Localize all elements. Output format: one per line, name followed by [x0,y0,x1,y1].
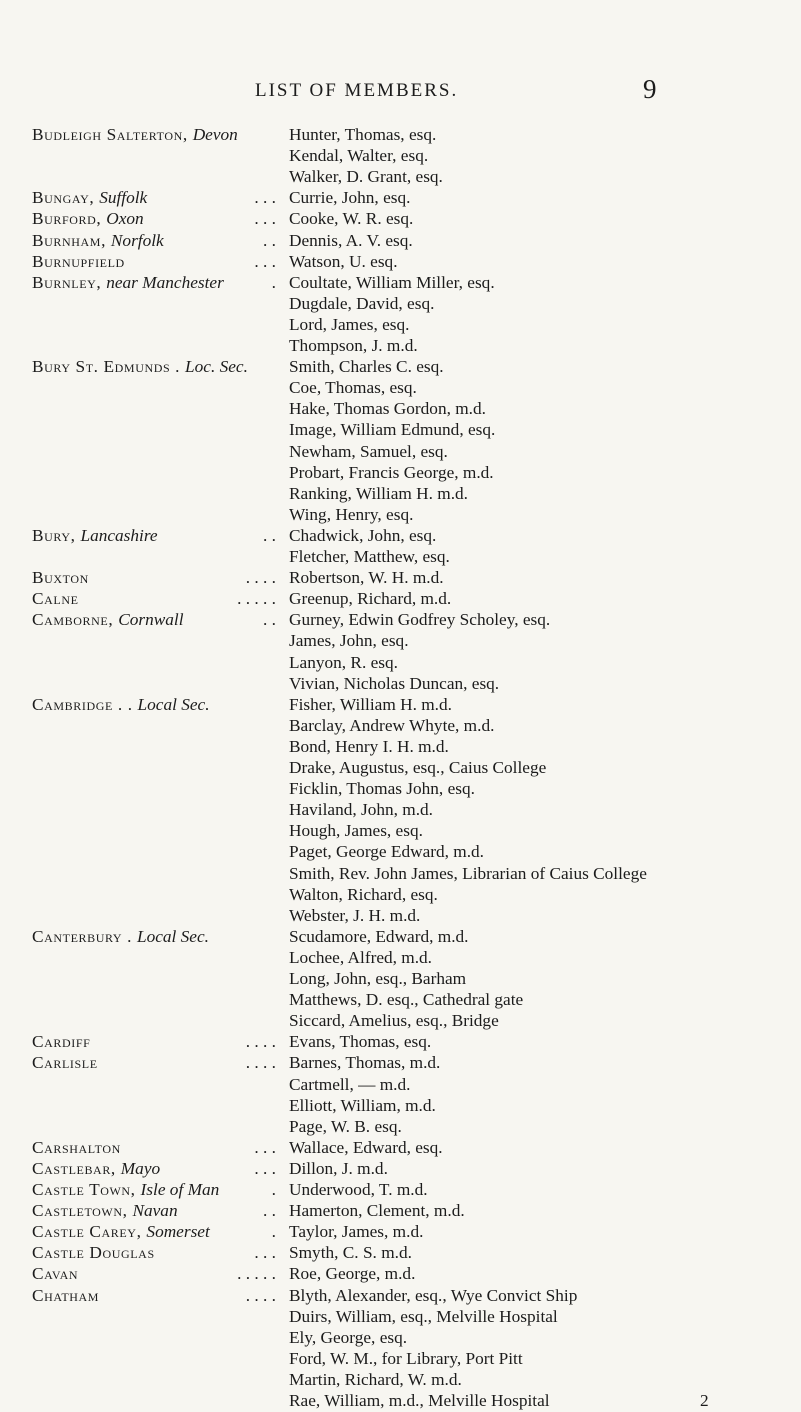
list-row [0,947,801,969]
dot-leader: . . . . [245,1032,276,1052]
place-county: near Manchester [106,272,224,292]
place-town: Buxton [32,568,89,588]
member-entry: Coe, Thomas, esq. [289,378,417,398]
member-entry: Currie, John, esq. [289,188,411,208]
list-row [0,166,801,188]
member-entry: Hamerton, Clement, m.d. [289,1201,465,1221]
list-row [0,1285,801,1307]
list-row [0,1137,801,1159]
dot-leader: . [271,272,276,292]
dot-leader: . . [263,1201,276,1221]
dot-leader: . . . . . [237,1264,276,1284]
list-row [0,694,801,716]
member-entry: Robertson, W. H. m.d. [289,568,444,588]
member-entry: Siccard, Amelius, esq., Bridge [289,1011,499,1031]
list-row [0,609,801,631]
list-row [0,736,801,758]
member-entry: Ficklin, Thomas John, esq. [289,779,475,799]
member-entry: Kendal, Walter, esq. [289,146,429,166]
member-entry: Matthews, D. esq., Cathedral gate [289,990,524,1010]
place-town: Carshalton [32,1137,121,1157]
member-entry: Vivian, Nicholas Duncan, esq. [289,673,500,693]
place-town: Burnley, [32,272,107,292]
place-county: Navan [132,1201,178,1221]
member-entry: Thompson, J. m.d. [289,336,418,355]
member-entry: Wing, Henry, esq. [289,504,414,524]
dot-leader: . [271,1222,276,1242]
place-name [32,272,276,294]
place-name [32,208,276,230]
place-name [32,1179,276,1201]
member-entry: Coultate, William Miller, esq. [289,272,495,292]
member-entry: Blyth, Alexander, esq., Wye Convict Ship [289,1285,578,1305]
list-row [0,1221,801,1243]
member-entry: Smyth, C. S. m.d. [289,1243,412,1263]
member-entry: Smith, Charles C. esq. [289,357,444,377]
place-town: Cambridge . . [32,694,138,714]
list-row [0,926,801,948]
list-row [0,124,801,146]
list-row [0,1327,801,1349]
place-town: Castle Carey, [32,1222,147,1242]
member-entry: Smith, Rev. John James, Librarian of Caius College [289,863,647,883]
list-row [0,398,801,420]
place-county: Lancashire [80,525,158,545]
place-county: Isle of Man [140,1180,220,1199]
place-county: Cornwall [118,610,184,630]
list-row [0,799,801,821]
list-row [0,778,801,800]
list-row [0,419,801,441]
place-county: Norfolk [110,230,164,250]
place-name [32,1242,276,1264]
place-name [32,356,276,378]
list-row [0,187,801,209]
list-row [0,1390,801,1412]
place-town: Castletown, [32,1201,133,1221]
place-name [32,525,276,547]
place-name [32,1031,276,1053]
page-number: 9 [643,74,657,104]
member-entry: Ely, George, esq. [289,1327,408,1347]
place-town: Burford, [32,209,107,229]
list-row [0,905,801,927]
member-entry: Paget, George Edward, m.d. [289,842,485,862]
place-town: Castle Town, [32,1180,141,1199]
list-row [0,272,801,294]
member-entry: Barnes, Thomas, m.d. [289,1053,441,1073]
list-row [0,208,801,230]
list-row [0,1179,801,1201]
member-entry: Walker, D. Grant, esq. [289,167,443,187]
member-entry: Hough, James, esq. [289,821,423,841]
place-name [32,230,276,252]
list-row [0,567,801,589]
place-county: Suffolk [99,188,148,208]
list-row [0,483,801,505]
member-entry: Image, William Edmund, esq. [289,420,496,440]
list-row [0,546,801,568]
place-county: Local Sec. [136,926,209,946]
list-row [0,630,801,652]
place-name [32,694,276,716]
place-name [32,609,276,631]
running-header [0,74,801,110]
place-town: Calne [32,589,79,609]
place-name [32,1052,276,1074]
running-head-title: LIST OF MEMBERS. [255,80,459,101]
member-entry: Cooke, W. R. esq. [289,209,414,229]
place-town: Bury St. Edmunds . [32,357,186,377]
member-entry: Page, W. B. esq. [289,1116,402,1136]
list-row [0,673,801,695]
list-row [0,504,801,526]
list-row [0,1348,801,1370]
list-row [0,757,801,779]
margin-note: 2 [700,1391,709,1410]
dot-leader: . . . [254,1137,276,1157]
member-entry: Rae, William, m.d., Melville Hospital [289,1391,550,1410]
place-town: Burnupfield [32,251,125,271]
member-entry: Elliott, William, m.d. [289,1095,436,1115]
member-entry: Lochee, Alfred, m.d. [289,947,433,967]
place-county: Somerset [146,1222,210,1242]
place-town: Camborne, [32,610,119,630]
place-town: Canterbury . [32,926,137,946]
list-row [0,863,801,885]
place-name [32,1263,276,1285]
list-row [0,884,801,906]
dot-leader: . . . . [245,1053,276,1073]
member-entry: Probart, Francis George, m.d. [289,462,494,482]
place-name [32,1285,276,1307]
list-row [0,1010,801,1032]
member-entry: Newham, Samuel, esq. [289,441,448,461]
place-name [32,567,276,589]
list-row [0,588,801,610]
member-entry: Barclay, Andrew Whyte, m.d. [289,715,495,735]
member-entry: Martin, Richard, W. m.d. [289,1369,462,1389]
place-name [32,1158,276,1180]
list-row [0,441,801,463]
list-row [0,1031,801,1053]
dot-leader: . . . [254,1158,276,1178]
list-row [0,314,801,336]
member-entry: Watson, U. esq. [289,251,398,271]
member-entry: Dugdale, David, esq. [289,293,435,313]
place-name [32,187,276,209]
place-name [32,1221,276,1243]
place-name [32,1137,276,1159]
list-row [0,230,801,252]
dot-leader: . [271,1180,276,1199]
dot-leader: . . [263,610,276,630]
member-entry: Dennis, A. V. esq. [289,230,413,250]
list-row [0,1242,801,1264]
member-entry: Scudamore, Edward, m.d. [289,926,469,946]
list-row [0,841,801,863]
list-row [0,525,801,547]
list-row [0,293,801,315]
member-entry: Fletcher, Matthew, esq. [289,547,450,566]
place-town: Castle Douglas [32,1243,155,1263]
list-row [0,1116,801,1138]
member-entry: Wallace, Edward, esq. [289,1137,443,1157]
member-entry: Dillon, J. m.d. [289,1158,388,1178]
place-name [32,124,276,146]
member-entry: Underwood, T. m.d. [289,1180,428,1199]
place-county: Oxon [106,209,144,229]
member-entry: Lanyon, R. esq. [289,652,398,672]
place-town: Burnham, [32,230,111,250]
dot-leader: . . . [254,251,276,271]
list-row [0,462,801,484]
place-name [32,1200,276,1222]
member-entry: Drake, Augustus, esq., Caius College [289,758,547,777]
place-name [32,251,276,273]
list-row [0,145,801,167]
dot-leader: . . . . . [237,589,276,609]
member-entry: Hunter, Thomas, esq. [289,125,437,144]
place-county: Local Sec. [137,694,210,714]
member-entry: Chadwick, John, esq. [289,525,437,545]
list-row [0,1263,801,1285]
list-row [0,1158,801,1180]
member-entry: Walton, Richard, esq. [289,884,438,904]
place-town: Cardiff [32,1032,91,1052]
place-town: Castlebar, [32,1158,121,1178]
member-entry: Fisher, William H. m.d. [289,694,452,714]
list-row [0,1052,801,1074]
member-entry: Haviland, John, m.d. [289,800,433,820]
member-entry: Roe, George, m.d. [289,1264,416,1284]
list-row [0,251,801,273]
place-county: Mayo [120,1158,161,1178]
list-row [0,1200,801,1222]
list-row [0,377,801,399]
dot-leader: . . . [254,1243,276,1263]
place-town: Carlisle [32,1053,98,1073]
member-entry: Webster, J. H. m.d. [289,905,421,925]
list-row [0,968,801,990]
place-town: Chatham [32,1285,100,1305]
place-name [32,588,276,610]
dot-leader: . . [263,230,276,250]
place-county: Loc. Sec. [185,357,248,377]
dot-leader: . . . [254,209,276,229]
member-entry: Gurney, Edwin Godfrey Scholey, esq. [289,610,551,630]
member-entry: Ranking, William H. m.d. [289,483,468,503]
list-row [0,1074,801,1096]
member-entry: James, John, esq. [289,631,409,651]
member-entry: Evans, Thomas, esq. [289,1032,432,1052]
dot-leader: . . . . [245,568,276,588]
place-town: Bungay, [32,188,100,208]
list-row [0,1095,801,1117]
place-town: Cavan [32,1264,79,1284]
list-row [0,1369,801,1391]
member-entry: Hake, Thomas Gordon, m.d. [289,399,486,419]
list-row [0,715,801,737]
member-entry: Ford, W. M., for Library, Port Pitt [289,1348,523,1368]
member-entry: Greenup, Richard, m.d. [289,589,452,609]
member-entry: Bond, Henry I. H. m.d. [289,736,449,756]
member-entry: Taylor, James, m.d. [289,1222,424,1242]
list-row [0,820,801,842]
dot-leader: . . . . [245,1285,276,1305]
member-entry: Duirs, William, esq., Melville Hospital [289,1306,558,1326]
place-town: Bury, [32,525,81,545]
dot-leader: . . [263,525,276,545]
place-town: Budleigh Salterton, [32,125,193,144]
list-row [0,652,801,674]
place-county: Devon [192,125,238,144]
member-entry: Lord, James, esq. [289,314,410,334]
list-row [0,356,801,378]
list-row [0,989,801,1011]
list-row [0,1306,801,1328]
member-entry: Long, John, esq., Barham [289,969,467,988]
place-name [32,926,276,948]
list-row [0,335,801,357]
dot-leader: . . . [254,188,276,208]
member-entry: Cartmell, — m.d. [289,1074,411,1094]
